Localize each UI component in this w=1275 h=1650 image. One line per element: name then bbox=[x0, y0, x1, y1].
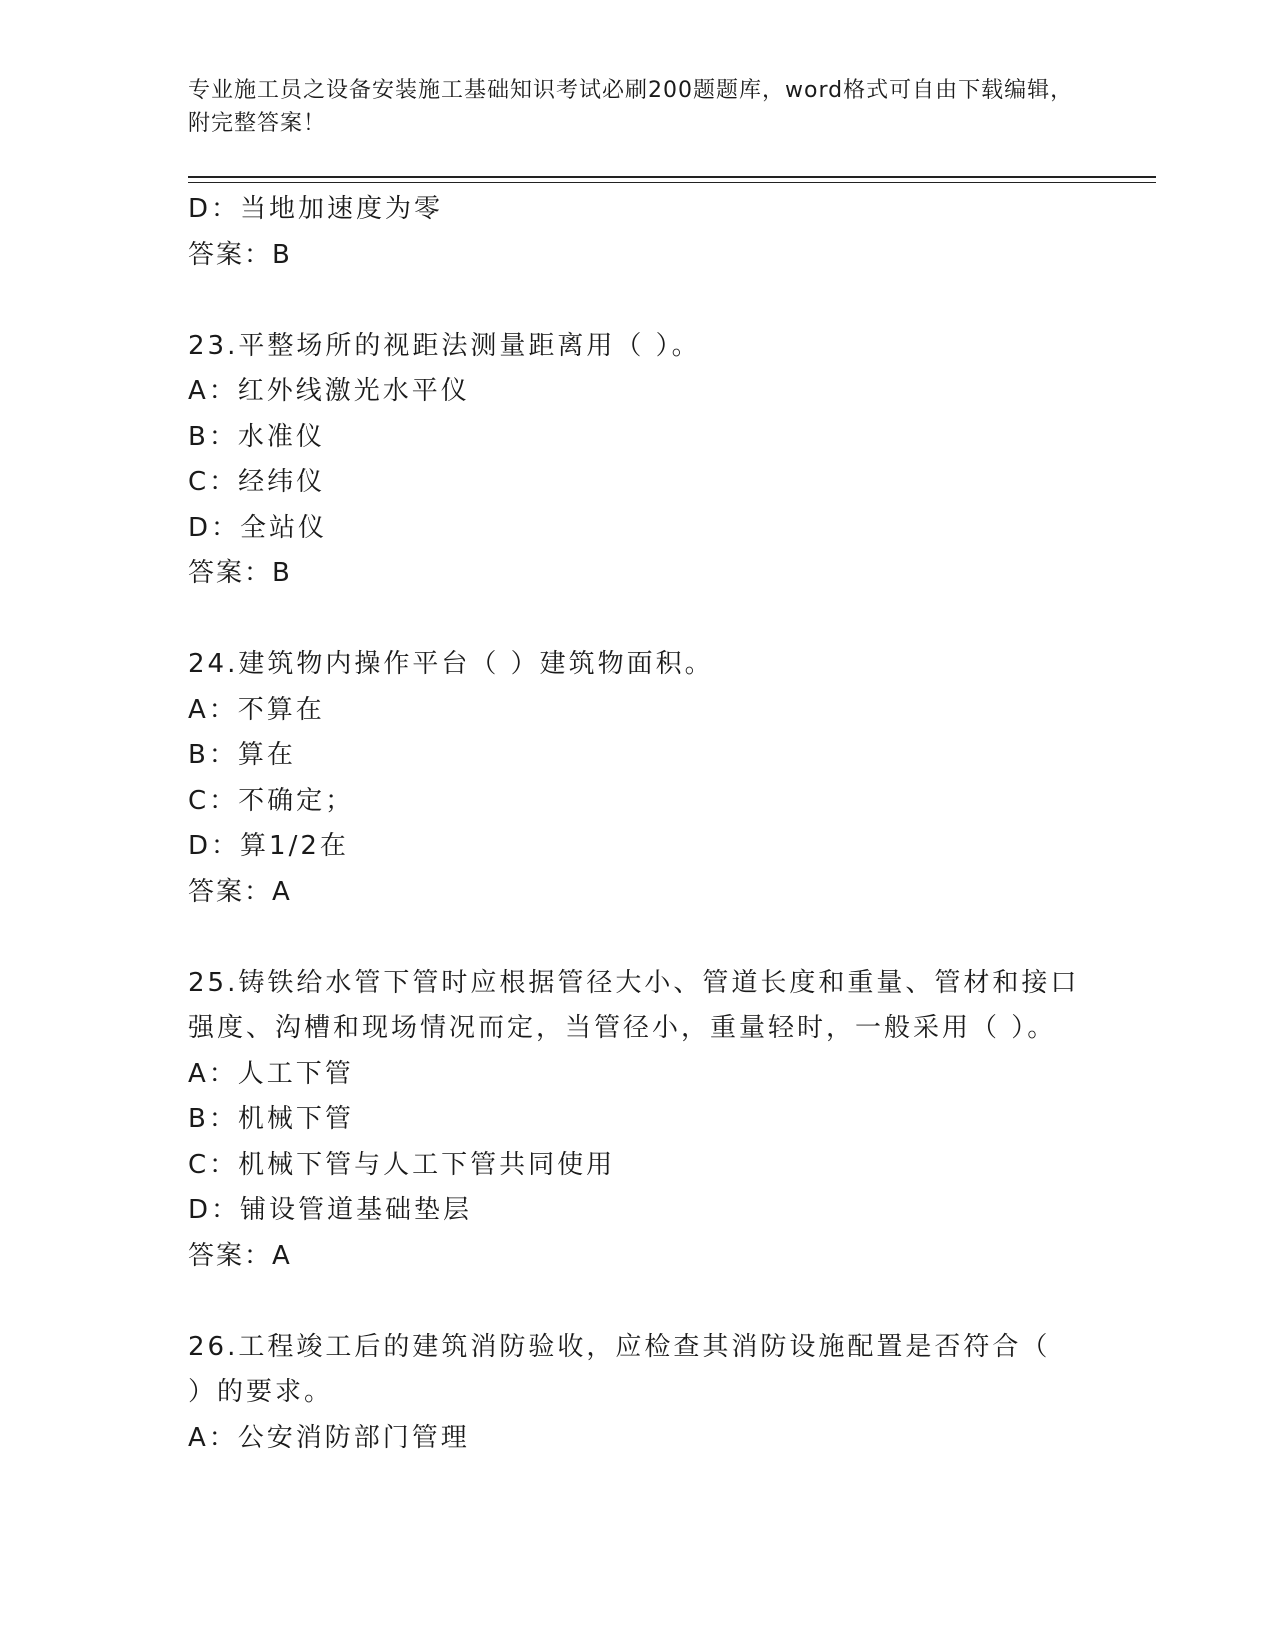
option-c: C：经纬仪 bbox=[188, 467, 326, 497]
option-a: A：红外线激光水平仪 bbox=[188, 376, 470, 406]
option-b: B：算在 bbox=[188, 740, 296, 770]
spacer bbox=[188, 278, 1088, 324]
question-stem-line: 26.工程竣工后的建筑消防验收，应检查其消防设施配置是否符合（ bbox=[188, 1331, 1051, 1362]
question-stem-line: 25.铸铁给水管下管时应根据管径大小、管道长度和重量、管材和接口 bbox=[188, 967, 1080, 998]
question-stem-line: ）的要求。 bbox=[188, 1377, 334, 1407]
option-d: D：当地加速度为零 bbox=[188, 194, 444, 224]
answer: 答案：B bbox=[188, 558, 292, 588]
option-a: A：人工下管 bbox=[188, 1058, 354, 1089]
header-rule-thick bbox=[188, 176, 1156, 178]
answer: 答案：A bbox=[188, 1240, 292, 1271]
option-a: A：公安消防部门管理 bbox=[188, 1422, 470, 1453]
option-d: D：全站仪 bbox=[188, 512, 328, 543]
option-d: D：铺设管道基础垫层 bbox=[188, 1195, 473, 1225]
answer: 答案：B bbox=[188, 239, 292, 270]
document-header: 专业施工员之设备安装施工基础知识考试必刷200题题库，word格式可自由下载编辑，附完整答案！ bbox=[188, 78, 1074, 136]
option-b: B：水准仪 bbox=[188, 421, 325, 452]
document-body bbox=[188, 187, 1088, 1461]
option-b: B：机械下管 bbox=[188, 1104, 354, 1134]
option-c: C：机械下管与人工下管共同使用 bbox=[188, 1149, 616, 1180]
answer: 答案：A bbox=[188, 876, 292, 907]
option-d: D：算1/2在 bbox=[188, 831, 349, 861]
spacer bbox=[188, 597, 1088, 643]
question-stem-line: 强度、沟槽和现场情况而定，当管径小，重量轻时，一般采用（ ）。 bbox=[188, 1013, 1057, 1043]
option-a: A：不算在 bbox=[188, 694, 325, 725]
spacer bbox=[188, 1279, 1088, 1325]
option-c: C：不确定； bbox=[188, 785, 355, 816]
question-stem: 23.平整场所的视距法测量距离用（ ）。 bbox=[188, 330, 701, 361]
question-stem: 24.建筑物内操作平台（ ）建筑物面积。 bbox=[188, 649, 714, 679]
spacer bbox=[188, 915, 1088, 961]
header-rule-thin bbox=[188, 182, 1156, 183]
